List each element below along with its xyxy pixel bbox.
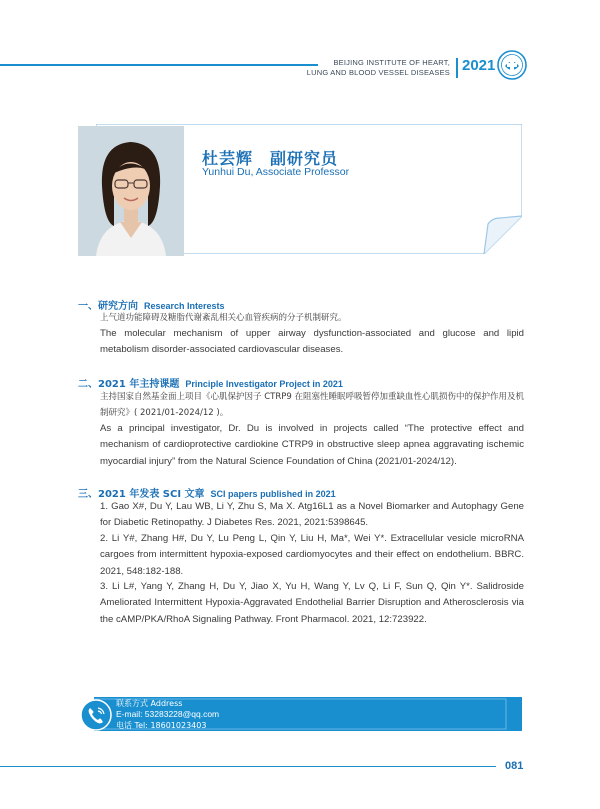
papers-heading-en: SCI papers published in 2021	[210, 489, 336, 499]
research-heading-en: Research Interests	[144, 301, 225, 311]
papers-heading-cn: 三、2021 年发表 SCI 文章	[78, 489, 205, 500]
name-english: Yunhui Du, Associate Professor	[202, 166, 350, 178]
header-separator	[456, 58, 458, 78]
papers-heading	[78, 485, 336, 500]
footer-rule	[0, 766, 496, 767]
research-text-cn: 上气道功能障碍及糖脂代谢紊乱相关心血管疾病的分子机制研究。	[100, 313, 347, 323]
report-year: 2021	[462, 57, 496, 74]
projects-text-en: As a principal investigator, Dr. Du is involved in projects called “The protective effect and mechanism of cardioprotective cardiokine CTRP9 in obstructive sleep apnea aggravating ischemic myocardial injury” from the Natural Science Foundation of China (2021/01-2024/12).	[100, 423, 524, 467]
paper-item: 1. Gao X#, Du Y, Lau WB, Li Y, Zhu S, Ma X. Atg16L1 as a Novel Biomarker and Autophagy Gene for Diabetic Retinopathy. J Diabetes Res. 2021, 2021:5398645.	[100, 501, 524, 529]
contact-phone: 电话 Tel: 18601023403	[116, 721, 207, 730]
portrait-image	[78, 126, 184, 256]
institute-logo-icon	[497, 50, 527, 80]
projects-heading-en: Principle Investigator Project in 2021	[185, 379, 343, 389]
institute-name	[307, 58, 450, 78]
research-text-en: The molecular mechanism of upper airway dysfunction-associated and glucose and lipid metabolism disorder-associated cardiovascular diseases.	[100, 328, 524, 356]
institute-name-line1: BEIJING INSTITUTE OF HEART,	[333, 58, 450, 67]
paper-item: 2. Li Y#, Zhang H#, Du Y, Lu Peng L, Qin Y, Liu H, Ma*, Wei Y*. Extracellular vesicle microRNA cargoes from intermittent hypoxia-exposed cardiomyocytes and their effect on endothelium. BBRC. 2021, 548:182-188.	[100, 533, 524, 577]
page-number: 081	[505, 760, 524, 772]
profile-photo	[78, 126, 184, 256]
contact-email[interactable]: E-mail: 53283228@qq.com	[116, 709, 220, 719]
header-rule	[0, 64, 318, 66]
projects-heading	[78, 375, 343, 390]
institute-name-line2: LUNG AND BLOOD VESSEL DISEASES	[306, 68, 450, 77]
paper-item: 3. Li L#, Yang Y, Zhang H, Du Y, Jiao X, Yu H, Wang Y, Lv Q, Li F, Sun Q, Qin Y*. Salidroside Ameliorated Intermittent Hypoxia-Aggravated Endothelial Barrier Disruption and Atherosclerosis via the cAMP/PKA/RhoA Signaling Pathway. Front Pharmacol. 2021, 12:723922.	[100, 581, 524, 625]
projects-text-cn: 主持国家自然基金面上项目《心肌保护因子 CTRP9 在阻塞性睡眠呼吸暂停加重缺血性心肌损伤中的保护作用及机制研究》( 2021/01-2024/12 )。	[100, 392, 524, 418]
name-chinese: 杜芸辉 副研究员	[202, 149, 339, 168]
contact-title: 联系方式 Address	[116, 699, 183, 708]
projects-heading-cn: 二、2021 年主持课题	[78, 379, 180, 390]
research-heading-cn: 一、研究方向	[78, 301, 138, 312]
phone-icon	[80, 699, 112, 731]
